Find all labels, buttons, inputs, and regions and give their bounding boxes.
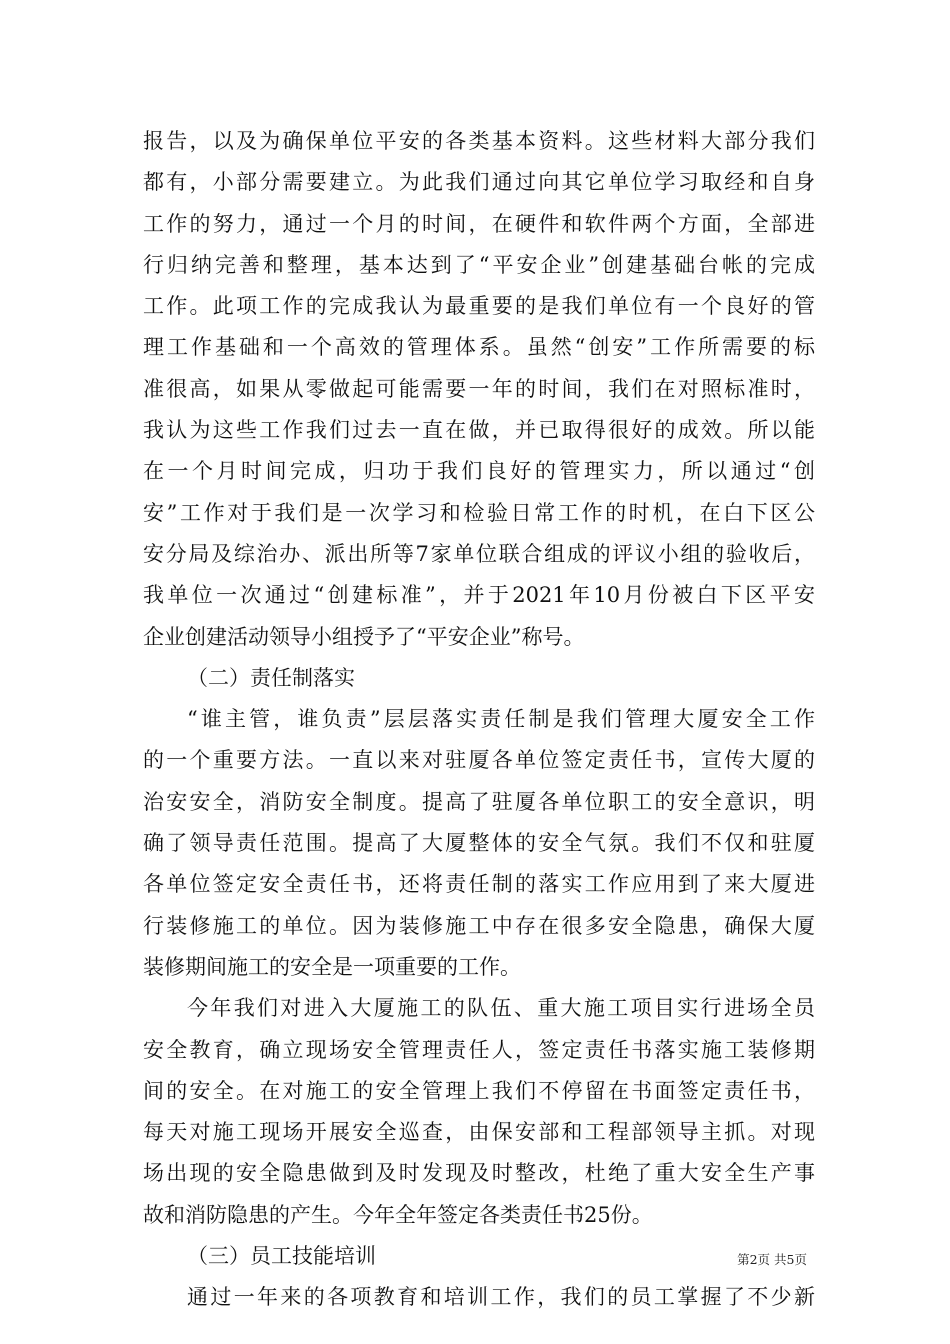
- body-text-line: 间的安全。在对施工的安全管理上我们不停留在书面签定责任书，: [143, 1078, 815, 1103]
- body-text-line: 都有，小部分需要建立。为此我们通过向其它单位学习取经和自身: [143, 170, 815, 195]
- body-text-line: 各单位签定安全责任书，还将责任制的落实工作应用到了来大厦进: [143, 872, 815, 897]
- body-text-line: 安分局及综治办、派出所等7家单位联合组成的评议小组的验收后，: [143, 541, 815, 566]
- body-text-line: 今年我们对进入大厦施工的队伍、重大施工项目实行进场全员: [187, 996, 815, 1021]
- body-text-line: 在一个月时间完成，归功于我们良好的管理实力，所以通过“创: [143, 459, 815, 484]
- body-text-line: 工作。此项工作的完成我认为最重要的是我们单位有一个良好的管: [143, 294, 815, 319]
- body-text-line: “谁主管，谁负责”层层落实责任制是我们管理大厦安全工作: [187, 707, 815, 732]
- body-text-line: 安全教育，确立现场安全管理责任人，签定责任书落实施工装修期: [143, 1037, 815, 1062]
- body-text-line: 的一个重要方法。一直以来对驻厦各单位签定责任书，宣传大厦的: [143, 748, 815, 773]
- body-text-line: 准很高，如果从零做起可能需要一年的时间，我们在对照标准时，: [143, 376, 815, 401]
- body-text-line: 每天对施工现场开展安全巡查，由保安部和工程部领导主抓。对现: [143, 1120, 815, 1145]
- body-text-line: 治安安全，消防安全制度。提高了驻厦各单位职工的安全意识，明: [143, 789, 815, 814]
- body-text-line: 企业创建活动领导小组授予了“平安企业”称号。: [143, 624, 585, 649]
- body-text-line: 行归纳完善和整理，基本达到了“平安企业”创建基础台帐的完成: [143, 252, 815, 277]
- body-text-line: 行装修施工的单位。因为装修施工中存在很多安全隐患，确保大厦: [143, 913, 815, 938]
- document-body: [143, 121, 815, 1319]
- section-heading: （二）责任制落实: [187, 665, 355, 690]
- body-text-line: 故和消防隐患的产生。今年全年签定各类责任书25份。: [143, 1202, 653, 1227]
- body-text-line: 场出现的安全隐患做到及时发现及时整改，杜绝了重大安全生产事: [143, 1161, 815, 1186]
- body-text-line: 安”工作对于我们是一次学习和检验日常工作的时机，在白下区公: [143, 500, 815, 525]
- body-text-line: 通过一年来的各项教育和培训工作，我们的员工掌握了不少新: [187, 1285, 815, 1310]
- body-text-line: 我单位一次通过“创建标准”，并于2021年10月份被白下区平安: [143, 583, 815, 608]
- page-number: 第2页 共5页: [737, 1252, 807, 1267]
- body-text-line: 报告，以及为确保单位平安的各类基本资料。这些材料大部分我们: [143, 129, 815, 153]
- body-text-line: 理工作基础和一个高效的管理体系。虽然“创安”工作所需要的标: [143, 335, 815, 360]
- body-text-line: 装修期间施工的安全是一项重要的工作。: [143, 954, 521, 979]
- body-text-line: 工作的努力，通过一个月的时间，在硬件和软件两个方面，全部进: [143, 211, 815, 236]
- body-text-line: 确了领导责任范围。提高了大厦整体的安全气氛。我们不仅和驻厦: [143, 831, 815, 856]
- body-text-line: 我认为这些工作我们过去一直在做，并已取得很好的成效。所以能: [143, 418, 815, 443]
- section-heading: （三）员工技能培训: [187, 1244, 376, 1269]
